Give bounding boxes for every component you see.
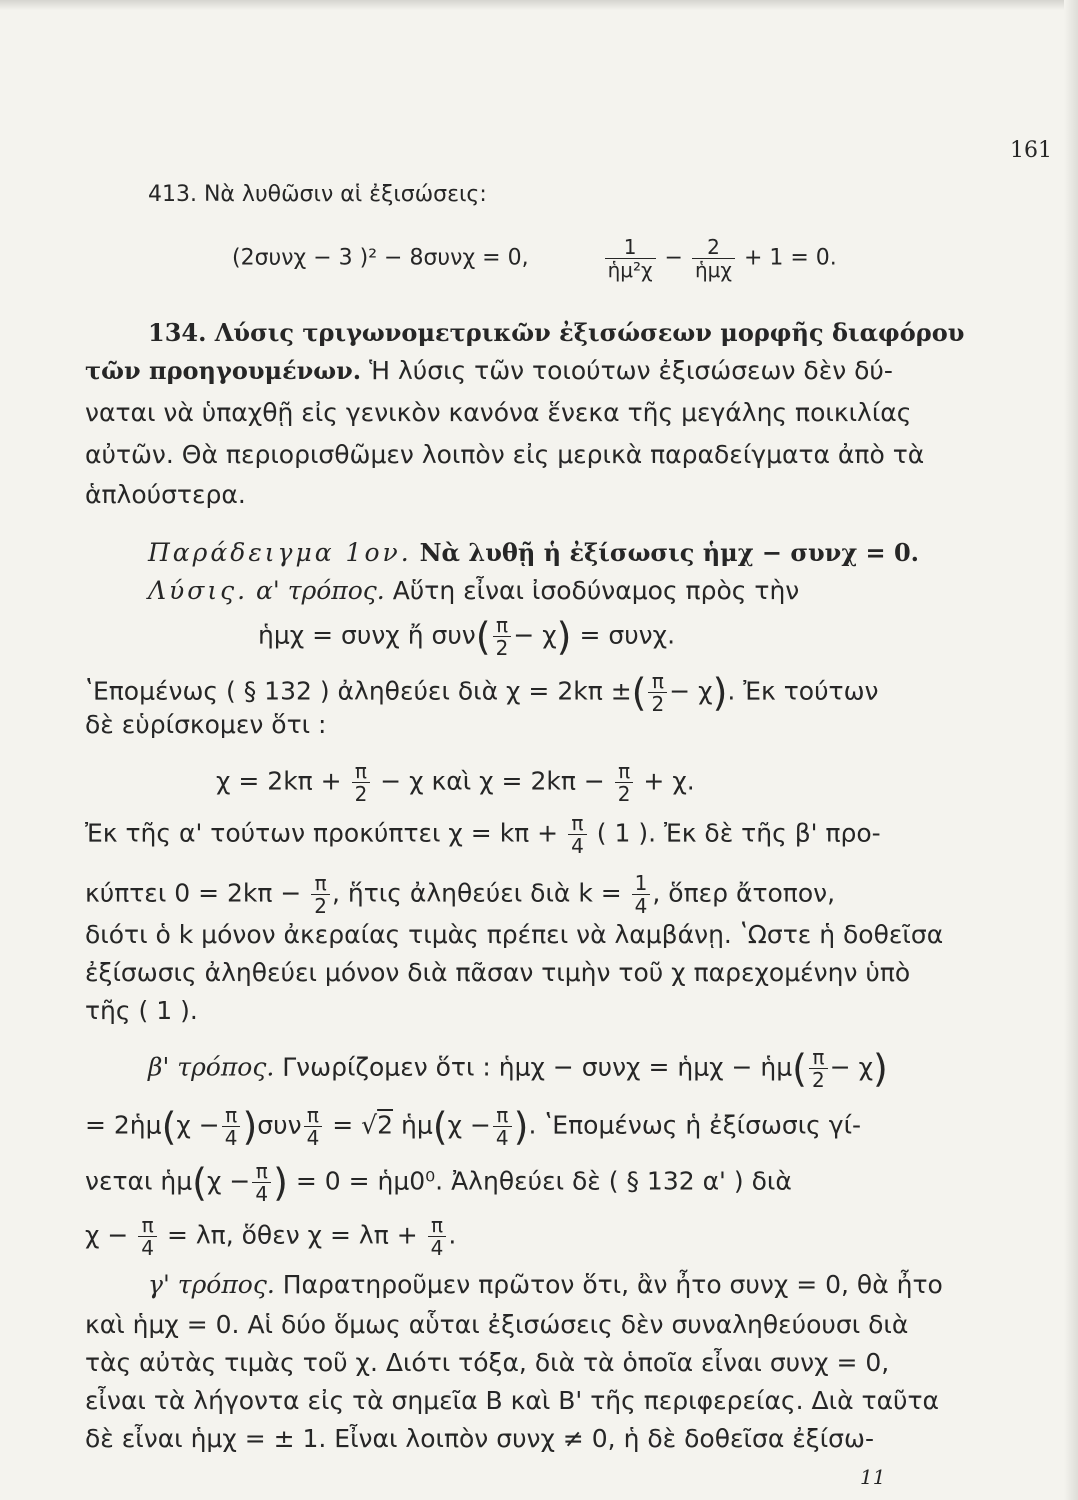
frac-pi-4: [568, 812, 587, 857]
sqrt-sign: √: [361, 1110, 378, 1140]
frac-num: π: [225, 1103, 238, 1127]
frac-den: 4: [252, 1182, 271, 1205]
b-part-2: , ἥτις ἀληθεύει διὰ k =: [331, 878, 622, 908]
section-line-2-text: Ἡ λύσις τῶν τοιούτων ἐξισώσεων δὲν δύ-: [369, 356, 893, 385]
m2d-2: = λπ, ὅθεν χ = λπ +: [166, 1220, 418, 1250]
method-3-line-4: εἶναι τὰ λήγοντα εἰς τὰ σημεῖα Β καὶ Β' τῆς περιφερείας. Διὰ ταῦτα: [85, 1386, 940, 1415]
frac-pi-2: [648, 670, 667, 715]
line-find: δὲ εὑρίσκομεν ὅτι :: [85, 710, 327, 739]
section-title: 134. Λύσις τριγωνομετρικῶν ἐξισώσεων μορφῆς διαφόρου: [148, 318, 965, 347]
eq-a-part-2: − χ: [513, 620, 557, 650]
m2c-1: νεται ἡμ: [85, 1166, 193, 1196]
frac-num: π: [618, 759, 631, 783]
method-1-label: α' τρόπος.: [256, 576, 385, 605]
example-statement: Νὰ λυθῇ ἡ ἐξίσωσις ἡμχ − συνχ = 0.: [419, 538, 919, 567]
section-line-2: [85, 356, 893, 386]
frac-num: π: [651, 669, 664, 693]
frac-den: 2: [352, 782, 371, 805]
method-1-line: [148, 576, 799, 606]
frac-pi-2: [615, 760, 634, 805]
line-epomenos: ʽΕπομένως ( § 132 ) ἀληθεύει διὰ χ = 2kπ ±( $\frac{\pi}{2}$ − χ). Ἐκ τούτων: [85, 669, 879, 716]
section-line-5: ἁπλούστερα.: [85, 480, 246, 509]
section-title-cont: τῶν προηγουμένων.: [85, 356, 362, 385]
frac-pi-4: [493, 1104, 512, 1149]
equation-a: ἡμχ = συνχ ἤ συν( $\frac{\pi}{2}$ − χ) = συνχ.: [258, 613, 676, 660]
frac-pi-2: [352, 760, 371, 805]
frac-num: π: [255, 1159, 268, 1183]
eq2-minus: −: [664, 245, 683, 271]
b-part-3: , ὅπερ ἄτοπον,: [652, 878, 836, 908]
frac-den: 4: [304, 1126, 323, 1149]
method-3-line-2: καὶ ἡμχ = 0. Αἱ δύο ὅμως αὗται ἐξισώσεις δὲν συναληθεύουσι διὰ: [85, 1310, 909, 1339]
ep-part-1: ʽΕπομένως ( § 132 ) ἀληθεύει διὰ χ = 2kπ ±: [85, 676, 632, 706]
frac-num: π: [496, 1103, 509, 1127]
frac-num: π: [354, 759, 367, 783]
frac-pi-4: [138, 1214, 157, 1259]
frac-pi-4: [222, 1104, 241, 1149]
frac-den: 2: [648, 692, 667, 715]
example-heading: [148, 538, 919, 568]
b-part-1: κύπτει 0 = 2kπ −: [85, 878, 302, 908]
frac-pi-4: [304, 1104, 323, 1149]
line-second-result: [85, 872, 835, 917]
m2c-3: = 0 = ἡμ0⁰. Ἀληθεύει δὲ ( § 132 α' ) διὰ: [295, 1166, 792, 1196]
line-e: τῆς ( 1 ).: [85, 996, 198, 1025]
eq-b-part-3: + χ.: [643, 766, 695, 796]
method-3-line: [148, 1270, 943, 1300]
eq-a-part-3: = συνχ.: [579, 620, 676, 650]
method-2-line-d: [85, 1214, 456, 1259]
m2b-6: χ −: [447, 1110, 491, 1140]
m2c-2: χ −: [207, 1166, 251, 1196]
page-number: 161: [1010, 138, 1052, 163]
frac-den: 2: [493, 636, 512, 659]
signature-mark: 11: [860, 1465, 886, 1489]
frac-den: 2: [311, 894, 330, 917]
eq2-f1-den: ἡμ²χ: [605, 258, 656, 281]
method-3-label: γ' τρόπος.: [148, 1270, 275, 1299]
scan-edge-top: [0, 0, 1078, 10]
frac-den: 2: [615, 782, 634, 805]
frac-num: π: [141, 1213, 154, 1237]
frac-num: π: [430, 1213, 443, 1237]
m2b-4: =: [332, 1110, 354, 1140]
m2-part-1: Γνωρίζομεν ὅτι : ἡμχ − συνχ = ἡμχ − ἡμ: [282, 1052, 793, 1082]
frac-den: 4: [428, 1236, 447, 1259]
m2d-1: χ −: [85, 1220, 129, 1250]
eq2-fraction-2: [692, 236, 735, 281]
frac-pi-2: [493, 614, 512, 659]
ep-part-2: − χ: [669, 676, 713, 706]
eq-b-part-1: χ = 2kπ +: [216, 766, 342, 796]
line-c: διότι ὁ k μόνον ἀκεραίας τιμὰς πρέπει νὰ λαμβάνῃ. ʽΩστε ἡ δοθεῖσα: [85, 920, 944, 949]
eq2-f2-den: ἡμχ: [692, 258, 735, 281]
eq-b-part-2: − χ καὶ χ = 2kπ −: [380, 766, 605, 796]
eq2-tail: + 1 = 0.: [743, 245, 837, 271]
example-label: Παράδειγμα 1ον.: [148, 538, 412, 567]
frac-pi-4: [428, 1214, 447, 1259]
eq2-f1-num: 1: [623, 235, 637, 259]
method-1-text: Αὕτη εἶναι ἰσοδύναμος πρὸς τὴν: [392, 576, 800, 605]
frac-den: 4: [568, 834, 587, 857]
m3-1: Παρατηροῦμεν πρῶτον ὅτι, ἂν ἦτο συνχ = 0, θὰ ἦτο: [282, 1270, 943, 1299]
frac-den: 4: [493, 1126, 512, 1149]
m2b-3: συν: [257, 1110, 302, 1140]
frac-pi-2: [809, 1046, 828, 1091]
a-part-2: ( 1 ). Ἐκ δὲ τῆς β' προ-: [596, 818, 881, 848]
m2-part-2: − χ: [829, 1052, 874, 1082]
method-2-line-c: νεται ἡμ(χ − $\frac{\pi}{4}$ ) = 0 = ἡμ0⁰. Ἀληθεύει δὲ ( § 132 α' ) διὰ: [85, 1159, 792, 1206]
m2b-2: χ −: [176, 1110, 220, 1140]
eq2-fraction-1: [605, 236, 656, 281]
equation-b: [216, 760, 695, 805]
exercise-header: 413. Νὰ λυθῶσιν αἱ ἐξισώσεις:: [148, 182, 487, 207]
frac-den: 2: [809, 1068, 828, 1091]
frac-den: 4: [632, 894, 651, 917]
m2b-5: ἡμ: [400, 1110, 433, 1140]
eq2-f2-num: 2: [707, 235, 720, 259]
eq1-text: (2συνχ − 3 )² − 8συνχ = 0,: [232, 245, 529, 271]
scan-edge-right: [1064, 0, 1078, 1500]
m2b-7: . ʽΕπομένως ἡ ἐξίσωσις γί-: [528, 1110, 862, 1140]
line-d: ἐξίσωσις ἀληθεύει μόνον διὰ πᾶσαν τιμὴν τοῦ χ παρεχομένην ὑπὸ: [85, 958, 911, 987]
a-part-1: Ἐκ τῆς α' τούτων προκύπτει χ = kπ +: [85, 818, 559, 848]
frac-num: π: [812, 1045, 825, 1069]
exercise-equation-1: [232, 236, 837, 281]
m2d-3: .: [448, 1220, 457, 1250]
m2b-1: = 2ἡμ: [85, 1110, 162, 1140]
frac-den: 4: [222, 1126, 241, 1149]
frac-num: π: [495, 613, 508, 637]
section-line-4: αὐτῶν. Θὰ περιορισθῶμεν λοιπὸν εἰς μερικὰ παραδείγματα ἀπὸ τὰ: [85, 440, 925, 469]
frac-num: π: [306, 1103, 319, 1127]
section-line-3: ναται νὰ ὑπαχθῇ εἰς γενικὸν κανόνα ἕνεκα τῆς μεγάλης ποικιλίας: [85, 398, 912, 427]
method-2-line-b: = 2ἡμ(χ − $\frac{\pi}{4}$ )συν $\frac{\pi}{4}$ = √2 ἡμ(χ − $\frac{\pi}{4}$ ). ʽΕπομένως ἡ ἐξίσωσις γί-: [85, 1103, 862, 1150]
sqrt-radicand: 2: [377, 1110, 394, 1140]
method-3-line-3: τὰς αὐτὰς τιμὰς τοῦ χ. Διότι τόξα, διὰ τὰ ὁποῖα εἶναι συνχ = 0,: [85, 1348, 890, 1377]
frac-pi-2: [311, 872, 330, 917]
frac-num: 1: [634, 871, 648, 895]
method-2-label: β' τρόπος.: [148, 1052, 275, 1082]
method-2-line: β' τρόπος. Γνωρίζομεν ὅτι : ἡμχ − συνχ = ἡμχ − ἡμ( $\frac{\pi}{2}$ − χ): [148, 1045, 888, 1092]
eq-a-part-1: ἡμχ = συνχ ἤ συν: [258, 620, 476, 650]
frac-den: 4: [138, 1236, 157, 1259]
ep-part-3: . Ἐκ τούτων: [727, 676, 879, 706]
line-first-result: [85, 812, 881, 857]
solution-label: Λύσις.: [148, 576, 249, 605]
method-3-line-5: δὲ εἶναι ἡμχ = ± 1. Εἶναι λοιπὸν συνχ ≠ 0, ἡ δὲ δοθεῖσα ἐξίσω-: [85, 1424, 874, 1453]
frac-1-4: [632, 872, 651, 917]
frac-pi-4: [252, 1160, 271, 1205]
frac-num: π: [314, 871, 327, 895]
frac-num: π: [571, 811, 584, 835]
